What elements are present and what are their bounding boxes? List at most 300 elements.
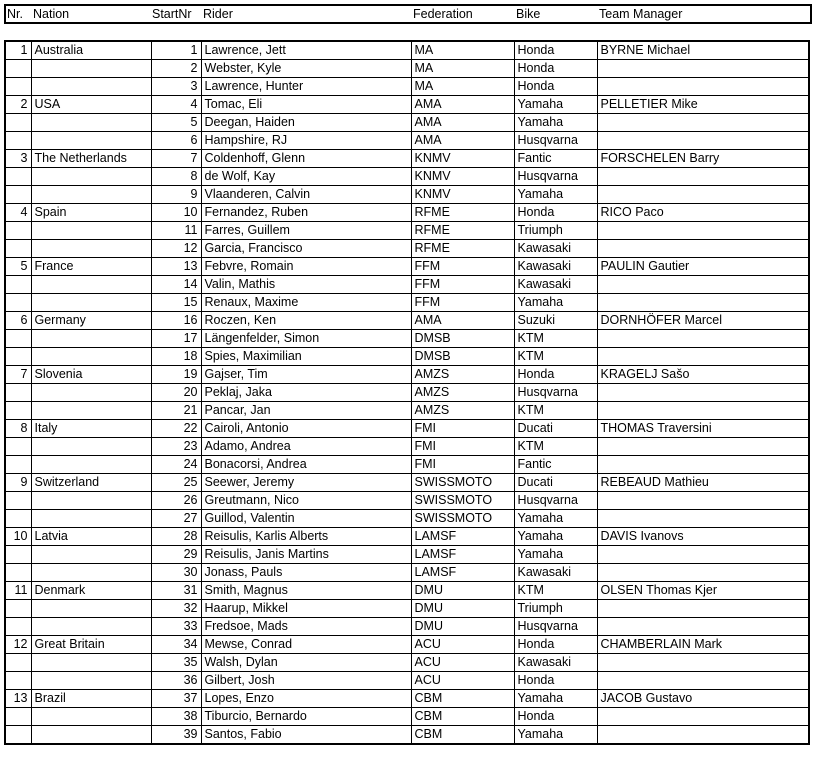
team-manager-cell: REBEAUD Mathieu: [597, 474, 809, 492]
team-manager-cell: [597, 114, 809, 132]
nation-number-cell: 13: [5, 690, 31, 708]
start-number-cell: 30: [151, 564, 201, 582]
nation-number-cell: 6: [5, 312, 31, 330]
rider-cell: de Wolf, Kay: [201, 168, 411, 186]
team-manager-cell: [597, 438, 809, 456]
rider-cell: Peklaj, Jaka: [201, 384, 411, 402]
bike-cell: Fantic: [514, 150, 597, 168]
federation-cell: SWISSMOTO: [411, 474, 514, 492]
bike-cell: Kawasaki: [514, 276, 597, 294]
rider-cell: Reisulis, Karlis Alberts: [201, 528, 411, 546]
table-row: [5, 222, 809, 240]
nation-cell: Spain: [31, 204, 151, 222]
rider-cell: Febvre, Romain: [201, 258, 411, 276]
nation-cell: [31, 438, 151, 456]
column-header-bar: [4, 4, 812, 24]
federation-cell: AMZS: [411, 384, 514, 402]
nation-number-cell: [5, 492, 31, 510]
start-number-cell: 32: [151, 600, 201, 618]
rider-cell: Deegan, Haiden: [201, 114, 411, 132]
bike-cell: Husqvarna: [514, 492, 597, 510]
federation-cell: ACU: [411, 672, 514, 690]
start-number-cell: 16: [151, 312, 201, 330]
team-manager-cell: THOMAS Traversini: [597, 420, 809, 438]
team-manager-cell: CHAMBERLAIN Mark: [597, 636, 809, 654]
rider-cell: Vlaanderen, Calvin: [201, 186, 411, 204]
federation-cell: FFM: [411, 258, 514, 276]
federation-cell: LAMSF: [411, 564, 514, 582]
team-manager-cell: [597, 330, 809, 348]
rider-cell: Webster, Kyle: [201, 60, 411, 78]
table-row: [5, 510, 809, 528]
bike-cell: Honda: [514, 672, 597, 690]
team-manager-cell: [597, 546, 809, 564]
bike-cell: Yamaha: [514, 528, 597, 546]
team-manager-cell: OLSEN Thomas Kjer: [597, 582, 809, 600]
rider-cell: Pancar, Jan: [201, 402, 411, 420]
table-row: [5, 78, 809, 96]
table-row: [5, 240, 809, 258]
header-nation: Nation: [33, 7, 70, 21]
header-rider: Rider: [203, 7, 233, 21]
rider-cell: Lawrence, Jett: [201, 41, 411, 60]
start-number-cell: 13: [151, 258, 201, 276]
table-row: [5, 41, 809, 60]
nation-number-cell: [5, 276, 31, 294]
nation-number-cell: [5, 618, 31, 636]
team-manager-cell: [597, 240, 809, 258]
federation-cell: KNMV: [411, 168, 514, 186]
start-number-cell: 27: [151, 510, 201, 528]
nation-cell: Great Britain: [31, 636, 151, 654]
team-manager-cell: DAVIS Ivanovs: [597, 528, 809, 546]
nation-cell: [31, 672, 151, 690]
table-row: [5, 438, 809, 456]
rider-cell: Guillod, Valentin: [201, 510, 411, 528]
team-manager-cell: KRAGELJ Sašo: [597, 366, 809, 384]
nation-number-cell: [5, 438, 31, 456]
nation-number-cell: 8: [5, 420, 31, 438]
nation-number-cell: 1: [5, 41, 31, 60]
table-row: [5, 582, 809, 600]
nation-number-cell: [5, 456, 31, 474]
nation-cell: France: [31, 258, 151, 276]
table-row: [5, 708, 809, 726]
table-row: [5, 564, 809, 582]
federation-cell: FMI: [411, 420, 514, 438]
bike-cell: KTM: [514, 438, 597, 456]
bike-cell: Kawasaki: [514, 240, 597, 258]
rider-cell: Bonacorsi, Andrea: [201, 456, 411, 474]
bike-cell: Yamaha: [514, 510, 597, 528]
rider-cell: Farres, Guillem: [201, 222, 411, 240]
table-row: [5, 402, 809, 420]
rider-cell: Jonass, Pauls: [201, 564, 411, 582]
federation-cell: DMSB: [411, 348, 514, 366]
nation-cell: [31, 294, 151, 312]
nation-number-cell: 11: [5, 582, 31, 600]
team-manager-cell: PELLETIER Mike: [597, 96, 809, 114]
federation-cell: FFM: [411, 276, 514, 294]
bike-cell: Yamaha: [514, 546, 597, 564]
team-manager-cell: [597, 726, 809, 745]
start-number-cell: 28: [151, 528, 201, 546]
bike-cell: Husqvarna: [514, 168, 597, 186]
rider-cell: Spies, Maximilian: [201, 348, 411, 366]
bike-cell: Yamaha: [514, 690, 597, 708]
table-row: [5, 546, 809, 564]
table-row: [5, 276, 809, 294]
bike-cell: Honda: [514, 366, 597, 384]
nation-number-cell: [5, 330, 31, 348]
nation-cell: [31, 168, 151, 186]
nation-cell: [31, 276, 151, 294]
federation-cell: MA: [411, 60, 514, 78]
team-manager-cell: DORNHÖFER Marcel: [597, 312, 809, 330]
bike-cell: Honda: [514, 78, 597, 96]
start-number-cell: 15: [151, 294, 201, 312]
federation-cell: MA: [411, 41, 514, 60]
rider-cell: Adamo, Andrea: [201, 438, 411, 456]
federation-cell: CBM: [411, 726, 514, 745]
nation-cell: [31, 222, 151, 240]
nation-number-cell: 12: [5, 636, 31, 654]
start-number-cell: 12: [151, 240, 201, 258]
team-manager-cell: PAULIN Gautier: [597, 258, 809, 276]
team-manager-cell: [597, 294, 809, 312]
nation-cell: [31, 60, 151, 78]
table-row: [5, 636, 809, 654]
bike-cell: Yamaha: [514, 186, 597, 204]
nation-cell: [31, 492, 151, 510]
header-startnr: StartNr: [152, 7, 192, 21]
table-row: [5, 132, 809, 150]
rider-cell: Santos, Fabio: [201, 726, 411, 745]
bike-cell: KTM: [514, 348, 597, 366]
federation-cell: SWISSMOTO: [411, 492, 514, 510]
nation-cell: [31, 114, 151, 132]
nation-cell: Italy: [31, 420, 151, 438]
federation-cell: CBM: [411, 690, 514, 708]
bike-cell: Yamaha: [514, 726, 597, 745]
federation-cell: RFME: [411, 204, 514, 222]
start-number-cell: 35: [151, 654, 201, 672]
federation-cell: RFME: [411, 240, 514, 258]
federation-cell: FFM: [411, 294, 514, 312]
table-row: [5, 654, 809, 672]
start-number-cell: 22: [151, 420, 201, 438]
bike-cell: Ducati: [514, 474, 597, 492]
rider-cell: Gilbert, Josh: [201, 672, 411, 690]
federation-cell: DMU: [411, 582, 514, 600]
header-bike: Bike: [516, 7, 541, 21]
rider-cell: Mewse, Conrad: [201, 636, 411, 654]
team-manager-cell: [597, 492, 809, 510]
federation-cell: AMZS: [411, 366, 514, 384]
rider-cell: Valin, Mathis: [201, 276, 411, 294]
nation-number-cell: [5, 600, 31, 618]
start-number-cell: 26: [151, 492, 201, 510]
nation-number-cell: [5, 114, 31, 132]
nation-cell: Denmark: [31, 582, 151, 600]
table-row: [5, 312, 809, 330]
nation-cell: [31, 384, 151, 402]
team-manager-cell: [597, 564, 809, 582]
rider-cell: Tomac, Eli: [201, 96, 411, 114]
start-number-cell: 19: [151, 366, 201, 384]
start-number-cell: 21: [151, 402, 201, 420]
table-row: [5, 672, 809, 690]
bike-cell: KTM: [514, 582, 597, 600]
rider-cell: Fernandez, Ruben: [201, 204, 411, 222]
table-row: [5, 456, 809, 474]
nation-cell: [31, 564, 151, 582]
start-number-cell: 31: [151, 582, 201, 600]
federation-cell: ACU: [411, 636, 514, 654]
team-manager-cell: [597, 186, 809, 204]
federation-cell: FMI: [411, 456, 514, 474]
nation-number-cell: [5, 348, 31, 366]
start-number-cell: 9: [151, 186, 201, 204]
start-number-cell: 7: [151, 150, 201, 168]
start-number-cell: 4: [151, 96, 201, 114]
rider-cell: Hampshire, RJ: [201, 132, 411, 150]
nation-cell: Slovenia: [31, 366, 151, 384]
riders-table-body: [5, 41, 809, 744]
team-manager-cell: [597, 132, 809, 150]
rider-cell: Walsh, Dylan: [201, 654, 411, 672]
nation-number-cell: 10: [5, 528, 31, 546]
nation-number-cell: [5, 168, 31, 186]
header-federation: Federation: [413, 7, 473, 21]
federation-cell: AMA: [411, 114, 514, 132]
nation-cell: USA: [31, 96, 151, 114]
nation-number-cell: 3: [5, 150, 31, 168]
start-number-cell: 37: [151, 690, 201, 708]
federation-cell: AMA: [411, 96, 514, 114]
federation-cell: MA: [411, 78, 514, 96]
nation-cell: The Netherlands: [31, 150, 151, 168]
table-row: [5, 366, 809, 384]
table-row: [5, 618, 809, 636]
table-row: [5, 600, 809, 618]
start-number-cell: 36: [151, 672, 201, 690]
bike-cell: Husqvarna: [514, 132, 597, 150]
bike-cell: Fantic: [514, 456, 597, 474]
bike-cell: KTM: [514, 402, 597, 420]
nation-cell: Germany: [31, 312, 151, 330]
start-number-cell: 6: [151, 132, 201, 150]
start-number-cell: 17: [151, 330, 201, 348]
nation-cell: [31, 726, 151, 745]
start-number-cell: 23: [151, 438, 201, 456]
team-manager-cell: [597, 384, 809, 402]
team-manager-cell: [597, 348, 809, 366]
nation-number-cell: [5, 60, 31, 78]
start-number-cell: 20: [151, 384, 201, 402]
federation-cell: ACU: [411, 654, 514, 672]
rider-cell: Renaux, Maxime: [201, 294, 411, 312]
start-number-cell: 34: [151, 636, 201, 654]
bike-cell: Honda: [514, 636, 597, 654]
nation-cell: [31, 402, 151, 420]
nation-number-cell: 4: [5, 204, 31, 222]
nation-number-cell: [5, 564, 31, 582]
rider-cell: Lawrence, Hunter: [201, 78, 411, 96]
start-number-cell: 24: [151, 456, 201, 474]
rider-cell: Roczen, Ken: [201, 312, 411, 330]
nation-cell: [31, 618, 151, 636]
bike-cell: Husqvarna: [514, 384, 597, 402]
team-manager-cell: [597, 276, 809, 294]
team-manager-cell: [597, 654, 809, 672]
bike-cell: Yamaha: [514, 294, 597, 312]
start-number-cell: 1: [151, 41, 201, 60]
bike-cell: Yamaha: [514, 96, 597, 114]
start-number-cell: 38: [151, 708, 201, 726]
bike-cell: Suzuki: [514, 312, 597, 330]
team-manager-cell: [597, 510, 809, 528]
table-row: [5, 690, 809, 708]
start-number-cell: 18: [151, 348, 201, 366]
federation-cell: LAMSF: [411, 546, 514, 564]
table-row: [5, 204, 809, 222]
start-number-cell: 3: [151, 78, 201, 96]
federation-cell: KNMV: [411, 186, 514, 204]
table-row: [5, 384, 809, 402]
nation-cell: Latvia: [31, 528, 151, 546]
federation-cell: AMA: [411, 312, 514, 330]
team-manager-cell: [597, 78, 809, 96]
federation-cell: AMZS: [411, 402, 514, 420]
nation-number-cell: 7: [5, 366, 31, 384]
bike-cell: Honda: [514, 204, 597, 222]
nation-cell: [31, 330, 151, 348]
federation-cell: DMU: [411, 618, 514, 636]
header-team-manager: Team Manager: [599, 7, 683, 21]
federation-cell: RFME: [411, 222, 514, 240]
nation-number-cell: 5: [5, 258, 31, 276]
table-row: [5, 168, 809, 186]
team-manager-cell: [597, 222, 809, 240]
team-manager-cell: BYRNE Michael: [597, 41, 809, 60]
rider-cell: Lopes, Enzo: [201, 690, 411, 708]
bike-cell: Honda: [514, 41, 597, 60]
nation-cell: [31, 456, 151, 474]
rider-cell: Tiburcio, Bernardo: [201, 708, 411, 726]
rider-cell: Längenfelder, Simon: [201, 330, 411, 348]
start-number-cell: 8: [151, 168, 201, 186]
nation-cell: [31, 240, 151, 258]
start-number-cell: 29: [151, 546, 201, 564]
federation-cell: LAMSF: [411, 528, 514, 546]
rider-cell: Fredsoe, Mads: [201, 618, 411, 636]
start-number-cell: 5: [151, 114, 201, 132]
nation-number-cell: [5, 672, 31, 690]
start-number-cell: 14: [151, 276, 201, 294]
team-manager-cell: [597, 708, 809, 726]
federation-cell: SWISSMOTO: [411, 510, 514, 528]
rider-cell: Cairoli, Antonio: [201, 420, 411, 438]
rider-cell: Coldenhoff, Glenn: [201, 150, 411, 168]
team-manager-cell: RICO Paco: [597, 204, 809, 222]
start-number-cell: 2: [151, 60, 201, 78]
bike-cell: KTM: [514, 330, 597, 348]
nation-cell: [31, 348, 151, 366]
start-number-cell: 25: [151, 474, 201, 492]
nation-number-cell: 9: [5, 474, 31, 492]
bike-cell: Honda: [514, 708, 597, 726]
nation-cell: Australia: [31, 41, 151, 60]
nation-cell: [31, 510, 151, 528]
table-row: [5, 330, 809, 348]
start-number-cell: 39: [151, 726, 201, 745]
table-row: [5, 474, 809, 492]
nation-cell: [31, 708, 151, 726]
team-manager-cell: [597, 618, 809, 636]
table-row: [5, 150, 809, 168]
bike-cell: Triumph: [514, 600, 597, 618]
nation-number-cell: [5, 294, 31, 312]
riders-table: [4, 40, 810, 745]
team-manager-cell: [597, 600, 809, 618]
rider-cell: Smith, Magnus: [201, 582, 411, 600]
header-nr: Nr.: [7, 7, 23, 21]
table-row: [5, 726, 809, 745]
table-row: [5, 528, 809, 546]
federation-cell: FMI: [411, 438, 514, 456]
rider-cell: Garcia, Francisco: [201, 240, 411, 258]
federation-cell: KNMV: [411, 150, 514, 168]
team-manager-cell: FORSCHELEN Barry: [597, 150, 809, 168]
nation-number-cell: [5, 708, 31, 726]
rider-cell: Greutmann, Nico: [201, 492, 411, 510]
start-number-cell: 10: [151, 204, 201, 222]
nation-cell: [31, 600, 151, 618]
table-row: [5, 186, 809, 204]
federation-cell: DMSB: [411, 330, 514, 348]
nation-number-cell: [5, 186, 31, 204]
table-row: [5, 294, 809, 312]
nation-number-cell: [5, 510, 31, 528]
team-manager-cell: [597, 402, 809, 420]
rider-cell: Reisulis, Janis Martins: [201, 546, 411, 564]
team-manager-cell: JACOB Gustavo: [597, 690, 809, 708]
nation-cell: Switzerland: [31, 474, 151, 492]
bike-cell: Honda: [514, 60, 597, 78]
nation-number-cell: [5, 222, 31, 240]
nation-cell: [31, 654, 151, 672]
bike-cell: Kawasaki: [514, 654, 597, 672]
nation-number-cell: [5, 726, 31, 745]
team-manager-cell: [597, 672, 809, 690]
federation-cell: AMA: [411, 132, 514, 150]
nation-cell: [31, 546, 151, 564]
bike-cell: Yamaha: [514, 114, 597, 132]
table-row: [5, 492, 809, 510]
table-row: [5, 258, 809, 276]
nation-number-cell: [5, 78, 31, 96]
nation-number-cell: [5, 384, 31, 402]
nation-number-cell: 2: [5, 96, 31, 114]
start-number-cell: 33: [151, 618, 201, 636]
nation-number-cell: [5, 132, 31, 150]
start-number-cell: 11: [151, 222, 201, 240]
team-manager-cell: [597, 456, 809, 474]
nation-number-cell: [5, 654, 31, 672]
table-row: [5, 96, 809, 114]
table-row: [5, 348, 809, 366]
